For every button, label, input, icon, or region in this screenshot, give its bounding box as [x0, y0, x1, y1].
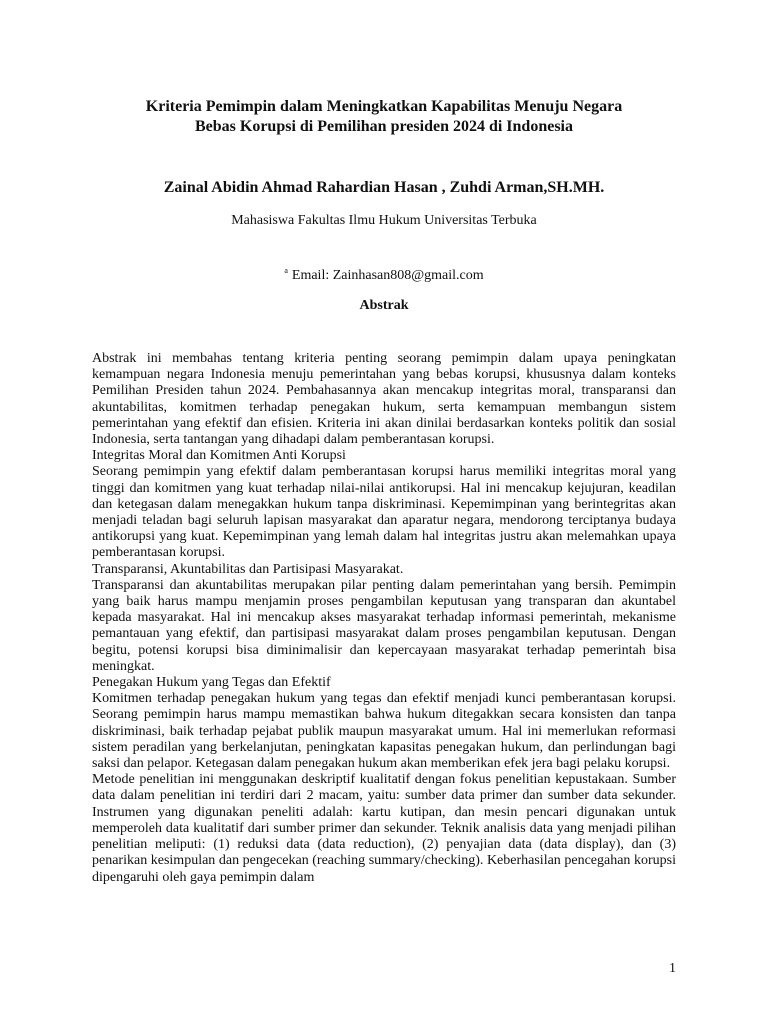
affiliation-marker: a — [284, 266, 288, 275]
section-subheading: Integritas Moral dan Komitmen Anti Korupsi — [92, 448, 346, 464]
body-paragraph: Seorang pemimpin yang efektif dalam pemberantasan korupsi harus memiliki integritas moral yang tinggi dan komitmen yang kuat terhadap nilai-nilai antikorupsi. Hal ini mencakup kejujuran, keadilan dan ketegasan dalam menegakkan hukum tanpa diskriminasi. Kepemimpinan yang berintegritas akan menjadi teladan bagi seluruh lapisan masyarakat dan aparatur negara, mendorong terciptanya budaya antikorupsi yang kuat. Kepemimpinan yang lemah dalam hal integritas justru akan melemahkan upaya pemberantasan korupsi. — [92, 464, 676, 561]
paper-title-line-2: Bebas Korupsi di Pemilihan presiden 2024 di Indonesia — [194, 118, 573, 135]
abstract-paragraph: Abstrak ini membahas tentang kriteria penting seorang pemimpin dalam upaya peningkatan kemampuan negara Indonesia menuju pemerintahan yang bebas korupsi, khususnya dalam konteks Pemilihan Presiden tahun 2024. Pembahasannya akan mencakup integritas moral, transparansi dan akuntabilitas, komitmen terhadap penegakan hukum, serta kemampuan membangun sistem pemerintahan yang efektif dan efisien. Kriteria ini akan dinilai berdasarkan konteks politik dan sosial Indonesia, serta tantangan yang dihadapi dalam pemberantasan korupsi. — [92, 351, 676, 448]
email-text: Email: Zainhasan808@gmail.com — [291, 268, 484, 283]
body-paragraph: Metode penelitian ini menggunakan deskriptif kualitatif dengan fokus penelitian kepustakaan. Sumber data dalam penelitian ini terdiri dari 2 macam, yaitu: sumber data primer dan sumber data sekunder. Instrumen yang digunakan peneliti adalah: kartu kutipan, dan mesin pencari digunakan untuk memperoleh data kualitatif dari sumber primer dan sekunder. Teknik analisis data yang menjadi pilihan penelitian meliputi: (1) reduksi data (data reduction), (2) penyajian data (data display), dan (3) penarikan kesimpulan dan pengecekan (reaching summary/checking). Keberhasilan pencegahan korupsi dipengaruhi oleh gaya pemimpin dalam — [92, 772, 676, 885]
author-affiliation: Mahasiswa Fakultas Ilmu Hukum Universitas Terbuka — [231, 213, 537, 228]
abstract-heading: Abstrak — [359, 298, 409, 313]
abstract-body — [92, 351, 676, 886]
author-names: Zainal Abidin Ahmad Rahardian Hasan , Zuhdi Arman,SH.MH. — [163, 179, 605, 196]
body-paragraph: Komitmen terhadap penegakan hukum yang tegas dan efektif menjadi kunci pemberantasan korupsi. Seorang pemimpin harus mampu memastikan bahwa hukum ditegakkan secara konsisten dan tanpa diskriminasi, baik terhadap pejabat publik maupun masyarakat umum. Hal ini memerlukan reformasi sistem peradilan yang berkelanjutan, peningkatan kapasitas penegakan hukum, dan perlindungan bagi saksi dan pelapor. Ketegasan dalam penegakan hukum akan memberikan efek jera bagi pelaku korupsi. — [92, 691, 676, 772]
section-subheading: Transparansi, Akuntabilitas dan Partisipasi Masyarakat. — [92, 561, 404, 577]
paper-title-line-1: Kriteria Pemimpin dalam Meningkatkan Kapabilitas Menuju Negara — [145, 98, 623, 115]
author-email — [60, 262, 708, 285]
paper-title — [80, 97, 688, 137]
page-number: 1 — [669, 961, 676, 976]
section-subheading: Penegakan Hukum yang Tegas dan Efektif — [92, 675, 331, 691]
body-paragraph: Transparansi dan akuntabilitas merupakan pilar penting dalam pemerintahan yang bersih. Pemimpin yang baik harus mampu menjamin proses pengambilan keputusan yang transparan dan akuntabel kepada masyarakat. Hal ini mencakup akses masyarakat terhadap informasi pemerintah, mekanisme pemantauan yang efektif, dan partisipasi masyarakat dalam proses pengambilan keputusan. Dengan begitu, potensi korupsi bisa diminimalisir dan kepercayaan masyarakat terhadap pemerintah bisa meningkat. — [92, 577, 676, 674]
